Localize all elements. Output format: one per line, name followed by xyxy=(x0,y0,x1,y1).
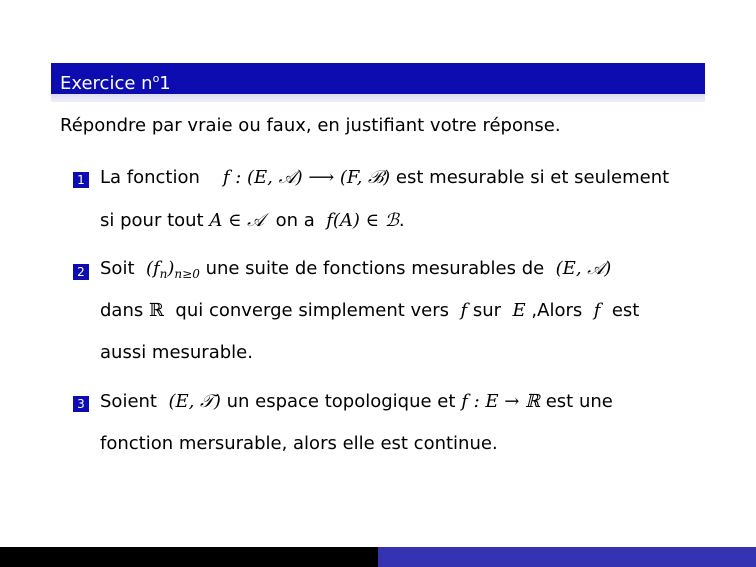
item-1-line-1: La fonction f : (E, 𝒜) ⟶ (F, ℬ) est mesurable si et seulement xyxy=(100,167,670,188)
item-2-line-2: dans ℝ qui converge simplement vers f sur E ,Alors f est xyxy=(100,300,640,321)
footer-right-bar xyxy=(378,547,756,567)
item-2-line-1: Soit $(f_n)_{n\ge 0}$ une suite de fonctions mesurables de (E, 𝒜) xyxy=(100,258,612,281)
item-number-3: 3 xyxy=(73,396,89,412)
item-1-line-2: si pour tout A ∈ 𝒜 on a f(A) ∈ ℬ. xyxy=(100,210,405,231)
item-2-line-3: aussi mesurable. xyxy=(100,342,253,363)
footer-left-bar xyxy=(0,547,378,567)
exercise-title: Exercice $n^o1$ xyxy=(51,63,705,94)
item-number-1: 1 xyxy=(73,172,89,188)
item-3-line-1: Soient (E, 𝒯) un espace topologique et f : E → ℝ est une xyxy=(100,391,613,412)
exercise-prompt: Répondre par vraie ou faux, en justifiant votre réponse. xyxy=(60,115,561,136)
title-shadow xyxy=(51,94,705,102)
item-number-2: 2 xyxy=(73,264,89,280)
item-3-line-2: fonction mersurable, alors elle est continue. xyxy=(100,433,498,454)
